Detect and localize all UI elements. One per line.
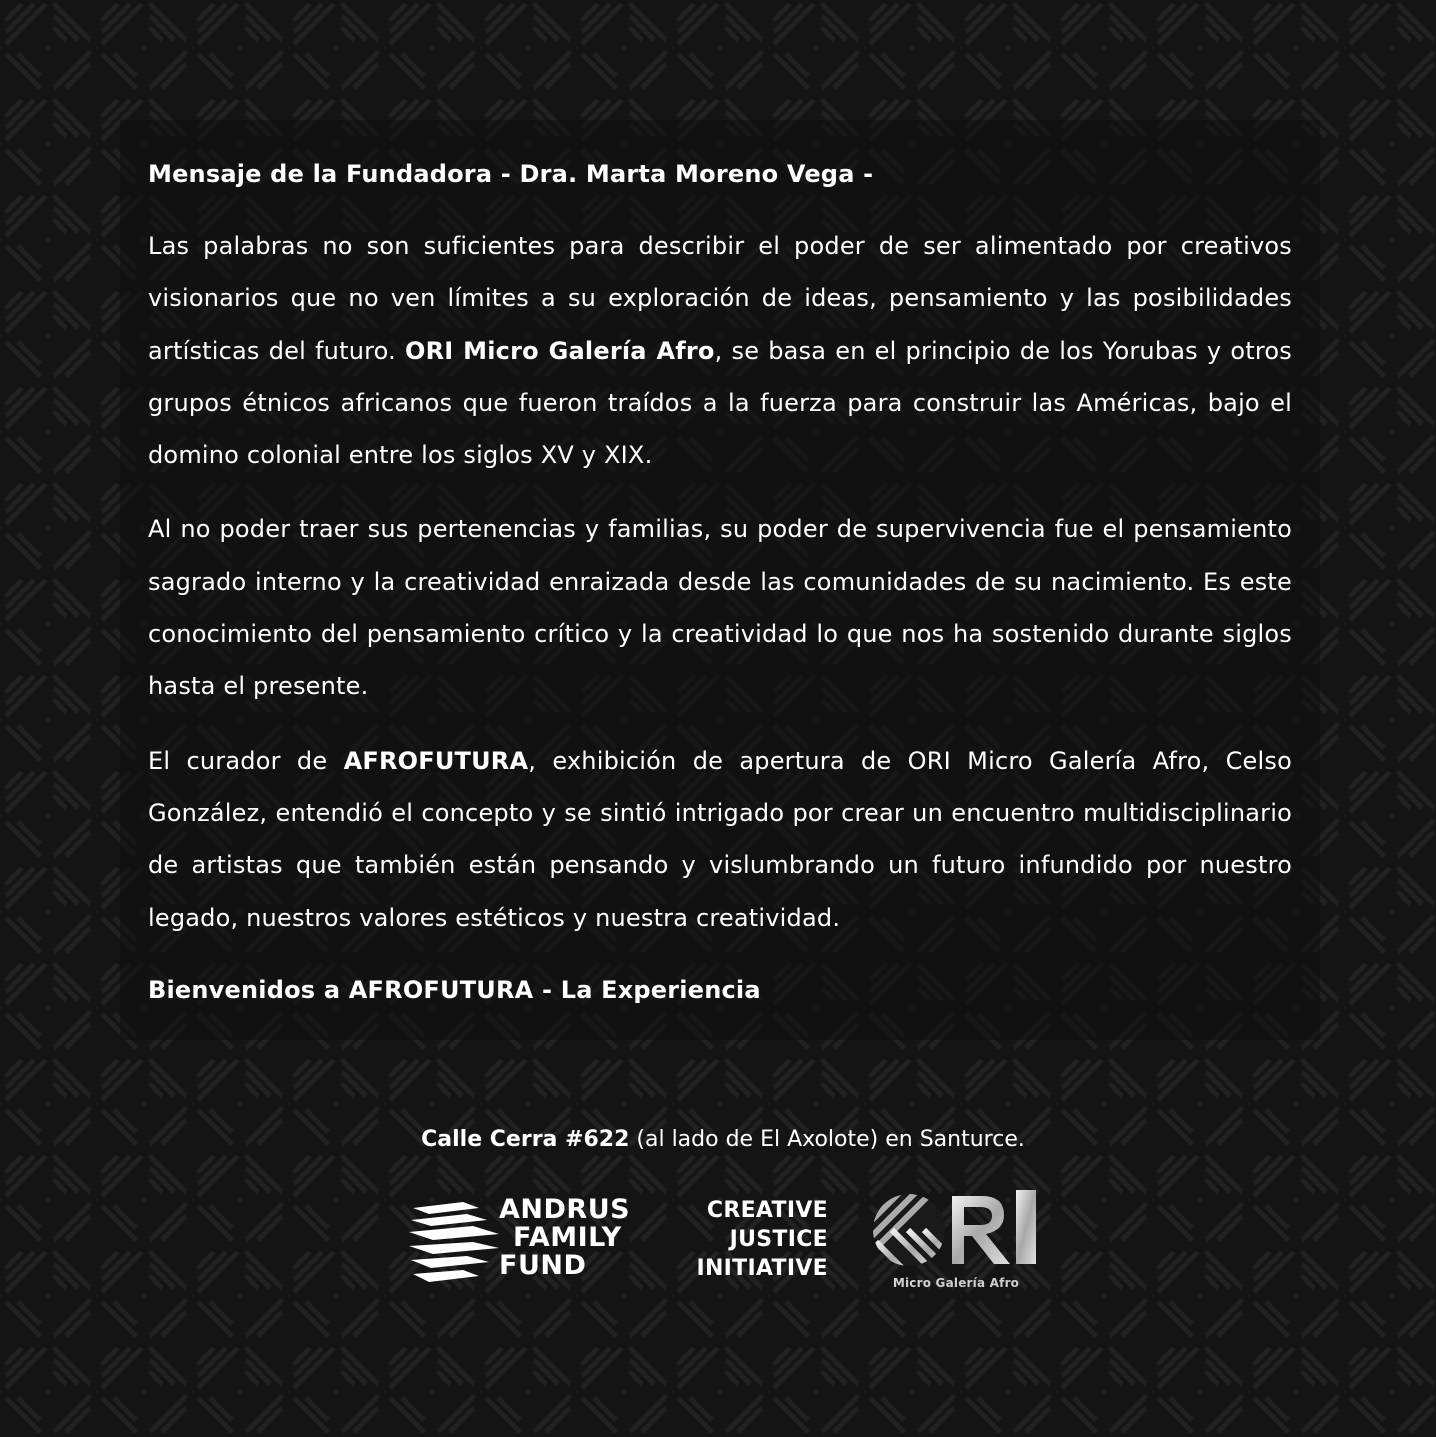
- paragraph-3-bold: AFROFUTURA: [343, 746, 529, 775]
- andrus-line-1: ANDRUS: [499, 1194, 631, 1225]
- andrus-line-3: FUND: [499, 1250, 587, 1281]
- cji-line-3: INITIATIVE: [696, 1256, 828, 1281]
- message-heading: Mensaje de la Fundadora - Dra. Marta Moreno Vega -: [148, 160, 874, 188]
- paragraph-1-text-b: , se basa en el principio de los Yorubas y otros grupos étnicos africanos que fueron traídos a la fuerza para construir las Américas, bajo el domino colonial entre los siglos XV y XIX.: [148, 336, 1293, 470]
- cji-line-2: JUSTICE: [729, 1227, 828, 1252]
- paragraph-1: [148, 220, 1292, 481]
- address: [0, 1122, 1436, 1158]
- paragraph-3-text-b: , exhibición de apertura de ORI Micro Galería Afro, Celso González, entendió el concepto y se sintió intrigado por crear un encuentro multidisciplinario de artistas que también están pensando y vislumbrando un futuro infundido por nuestro legado, nuestros valores estéticos y nuestra creatividad.: [148, 746, 1292, 932]
- ori-micro-galeria-afro-logo: [872, 1190, 1042, 1298]
- address-rest: (al lado de El Axolote) en Santurce.: [629, 1127, 1025, 1152]
- sponsor-logos: [0, 1188, 1436, 1298]
- andrus-wordmark: [499, 1196, 630, 1280]
- cji-line-1: CREATIVE: [706, 1198, 828, 1223]
- ori-emblem-icon: [872, 1190, 1042, 1274]
- paragraph-1-bold: ORI Micro Galería Afro: [404, 336, 715, 365]
- andrus-line-2: FAMILY: [513, 1222, 622, 1253]
- paragraph-2: Al no poder traer sus pertenencias y familias, su poder de supervivencia fue el pensamiento sagrado interno y la creatividad enraizada desde las comunidades de su nacimiento. Es este conocimiento del pensamiento crítico y la creatividad lo que nos ha sostenido durante siglos hasta el presente.: [148, 515, 1292, 701]
- paragraph-3: [148, 735, 1292, 944]
- creative-justice-initiative-logo: [672, 1196, 828, 1283]
- ori-subtitle: Micro Galería Afro: [892, 1276, 1020, 1290]
- stacked-layers-icon: [407, 1198, 503, 1284]
- closing-line: Bienvenidos a AFROFUTURA - La Experiencia: [148, 975, 761, 1004]
- address-street: Calle Cerra #622: [421, 1127, 630, 1152]
- andrus-family-fund-logo: [407, 1196, 637, 1282]
- paragraph-3-text-a: El curador de: [148, 746, 344, 775]
- paragraph-1-text-a: Las palabras no son suficientes para describir el poder de ser alimentado por creativos visionarios que no ven límites a su exploración de ideas, pensamiento y las posibilidades artísticas del futuro.: [148, 232, 1292, 365]
- founder-message: [148, 150, 1292, 1014]
